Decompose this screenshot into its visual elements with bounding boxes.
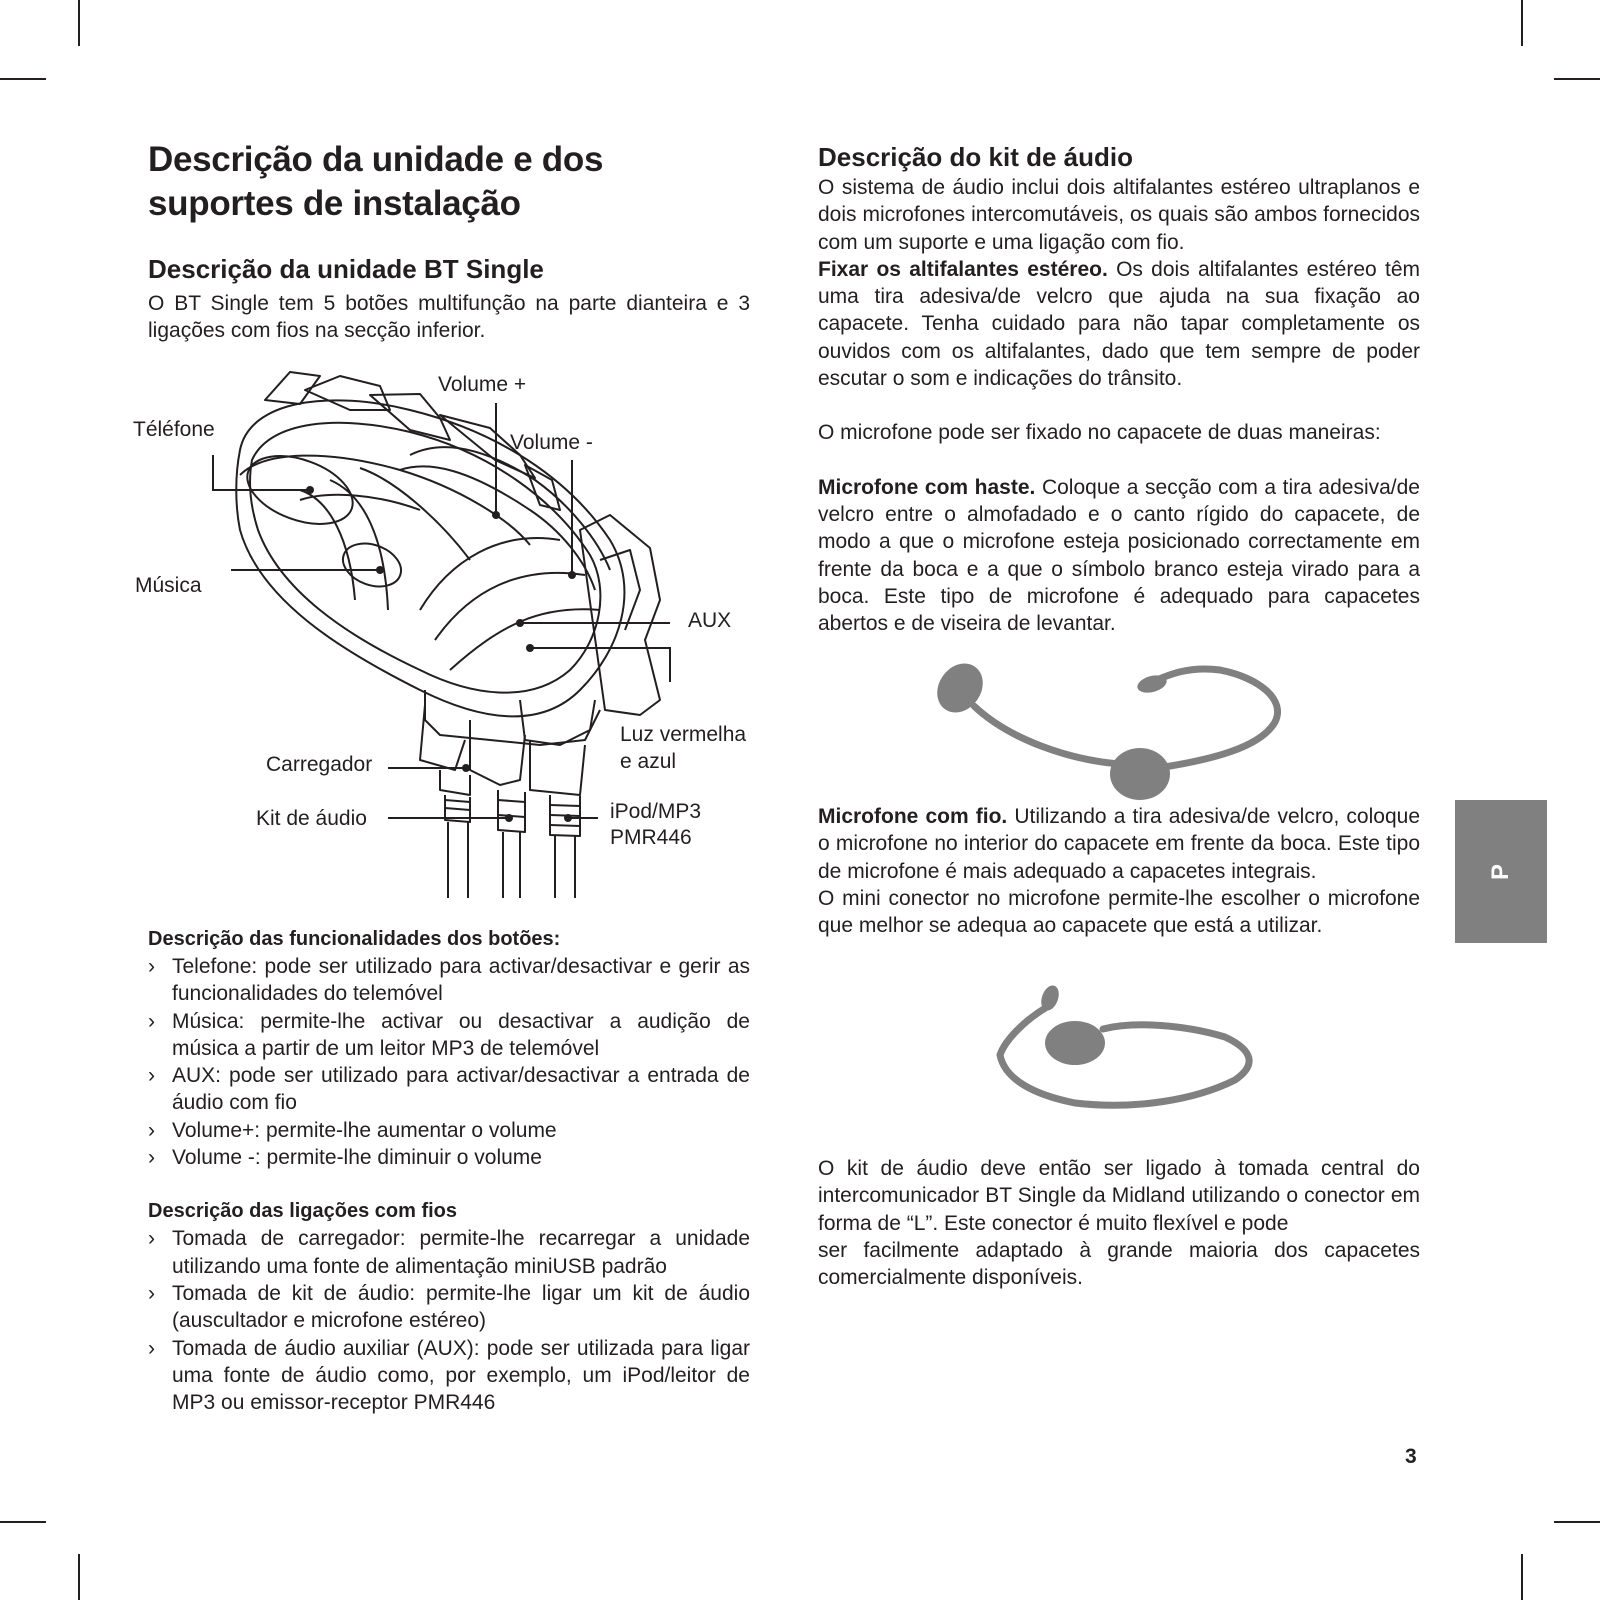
list-item: › Volume+: permite-lhe aumentar o volume <box>148 1117 750 1144</box>
crop-mark <box>78 0 80 46</box>
label-ipod-line1: iPod/MP3 <box>610 800 702 823</box>
list-item: › Telefone: pode ser utilizado para activar/desactivar e gerir as funcionalidades do telemóvel <box>148 953 750 1008</box>
right-column <box>818 140 1420 637</box>
speakers-paragraph <box>818 256 1420 392</box>
boom-mic-bold: Microfone com haste. <box>818 475 1036 499</box>
connect-paragraph-2: ser facilmente adaptado à grande maioria dos capacetes comercialmente disponíveis. <box>818 1238 1420 1290</box>
language-tab-letter: P <box>1487 863 1514 880</box>
wired-microphone-illustration <box>995 985 1295 1125</box>
wires-heading: Descrição das ligações com fios <box>148 1200 458 1223</box>
boom-mic-text: Coloque a secção com a tira adesiva/de velcro entre o almofadado e o canto rígido do capacete, de modo a que o microfone esteja posicionado correctamente em frente da boca e a que o símbolo branco esteja virado para a boca. Este tipo de microfone é adequado para capacetes abertos e de viseira de levantar. <box>818 475 1420 636</box>
list-item: › AUX: pode ser utilizado para activar/desactivar a entrada de áudio com fio <box>148 1062 750 1117</box>
mini-connector-paragraph: O mini conector no microfone permite-lhe escolher o microfone que melhor se adequa ao capacete que está a utilizar. <box>818 886 1420 938</box>
list-item: › Tomada de kit de áudio: permite-lhe ligar um kit de áudio (auscultador e microfone estéreo) <box>148 1280 750 1335</box>
crop-mark <box>0 78 46 80</box>
wires-list <box>148 1225 750 1416</box>
list-item: › Tomada de carregador: permite-lhe recarregar a unidade utilizando uma fonte de alimentação miniUSB padrão <box>148 1225 750 1280</box>
label-telefone: Téléfone <box>133 418 215 441</box>
wired-mic-paragraph <box>818 803 1420 885</box>
crop-mark <box>78 1554 80 1600</box>
label-luz-line1: Luz vermelha <box>620 723 747 746</box>
page-number: 3 <box>1405 1445 1417 1468</box>
crop-mark <box>1521 1554 1523 1600</box>
label-musica: Música <box>135 574 202 597</box>
label-ipod-line2: PMR446 <box>610 826 692 849</box>
label-volume-plus: Volume + <box>438 373 527 396</box>
crop-mark <box>1554 1521 1600 1523</box>
crop-mark <box>1521 0 1523 46</box>
label-luz-line2: e azul <box>620 750 677 773</box>
label-volume-minus: Volume - <box>510 431 593 454</box>
list-item: › Música: permite-lhe activar ou desactivar a audição de música a partir de um leitor MP3 de telemóvel <box>148 1008 750 1063</box>
page-title: Descrição da unidade e dos suportes de instalação <box>148 140 604 223</box>
audio-kit-heading: Descrição do kit de áudio <box>818 142 1133 172</box>
left-column <box>148 138 750 345</box>
list-item: › Tomada de áudio auxiliar (AUX): pode ser utilizada para ligar uma fonte de áudio como, por exemplo, um iPod/leitor de MP3 ou emissor-receptor PMR446 <box>148 1335 750 1417</box>
unit-intro: O BT Single tem 5 botões multifunção na parte dianteira e 3 ligações com fios na secção inferior. <box>148 292 750 343</box>
audio-kit-intro: O sistema de áudio inclui dois altifalantes estéreo ultraplanos e dois microfones intercomutáveis, os quais são ambos fornecidos com um suporte e uma ligação com fio. <box>818 176 1420 254</box>
speakers-bold: Fixar os altifalantes estéreo. <box>818 257 1108 281</box>
boom-mic-paragraph <box>818 474 1420 638</box>
language-tab <box>1455 800 1547 943</box>
list-item: › Volume -: permite-lhe diminuir o volume <box>148 1144 750 1171</box>
connect-paragraph-1: O kit de áudio deve então ser ligado à tomada central do intercomunicador BT Single da Midland utilizando o conector em forma de “L”. Este conector é muito flexível e pode <box>818 1157 1420 1235</box>
crop-mark <box>0 1521 46 1523</box>
speakers-text: Os dois altifalantes estéreo têm uma tira adesiva/de velcro que ajuda na sua fixação ao capacete. Tenha cuidado para não tapar completamente os ouvidos com os altifalantes, dado que tem sempre de poder escutar o som e indicações do trânsito. <box>818 257 1420 391</box>
label-aux: AUX <box>688 609 732 632</box>
boom-microphone-illustration <box>930 660 1330 800</box>
wired-mic-bold: Microfone com fio. <box>818 805 1008 828</box>
mic-ways: O microfone pode ser fixado no capacete de duas maneiras: <box>818 421 1381 445</box>
right-middle <box>818 803 1420 939</box>
unit-heading: Descrição da unidade BT Single <box>148 254 544 284</box>
label-kit-audio: Kit de áudio <box>256 807 367 830</box>
wired-mic-text: Utilizando a tira adesiva/de velcro, coloque o microfone no interior do capacete em frente da boca. Este tipo de microfone é mais adequado a capacetes integrais. <box>818 805 1420 883</box>
left-lower <box>148 926 750 1416</box>
crop-mark <box>1554 78 1600 80</box>
right-lower <box>818 1155 1420 1291</box>
label-carregador: Carregador <box>266 753 373 776</box>
buttons-heading: Descrição das funcionalidades dos botões: <box>148 928 561 950</box>
buttons-list <box>148 953 750 1171</box>
